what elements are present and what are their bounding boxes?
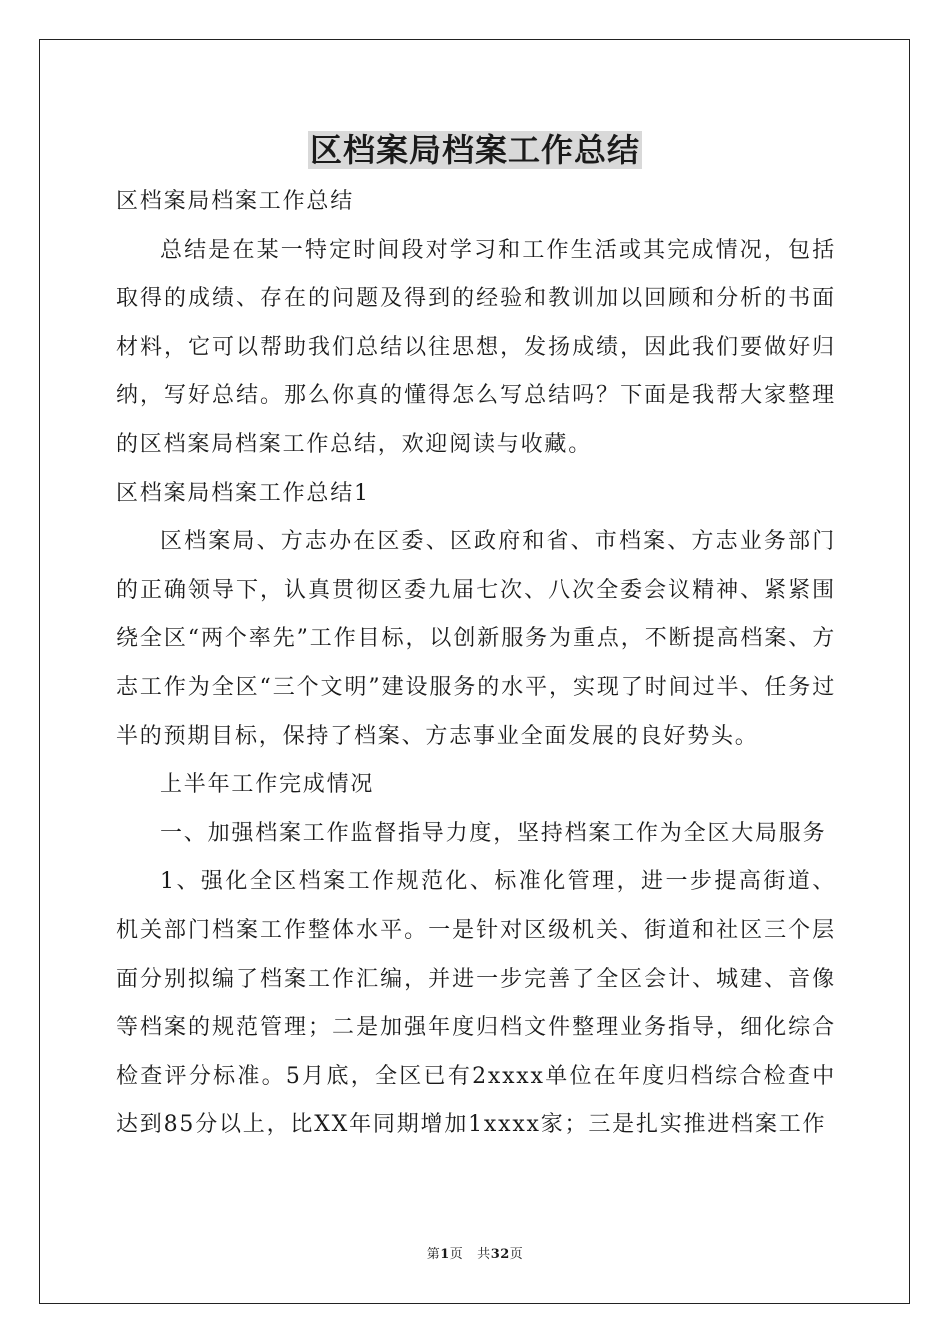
- subtitle-line: 区档案局档案工作总结: [116, 189, 355, 214]
- current-page-number: 1: [440, 1247, 450, 1262]
- total-suffix: 页: [509, 1247, 524, 1262]
- page-prefix: 第: [426, 1247, 441, 1262]
- document-title: [0, 128, 950, 172]
- body-paragraph: 1、强化全区档案工作规范化、标准化管理，进一步提高街道、机关部门档案工作整体水平。一是针对区级机关、街道和社区三个层面分别拟编了档案工作汇编，并进一步完善了全区会计、城建、音像等档案的规范管理；二是加强年度归档文件整理业务指导，细化综合检查评分标准。5月底，全区已有2xxxx单位在年度归档综合检查中达到85分以上，比XX年同期增加1xxxx家；三是扎实推进档案工作: [116, 869, 836, 1138]
- total-prefix: 共: [477, 1247, 491, 1262]
- total-page-count: 32: [490, 1247, 510, 1262]
- intro-paragraph: 总结是在某一特定时间段对学习和工作生活或其完成情况，包括取得的成绩、存在的问题及得到的经验和教训加以回顾和分析的书面材料，它可以帮助我们总结以往思想，发扬成绩，因此我们要做好归纳，写好总结。那么你真的懂得怎么写总结吗？下面是我帮大家整理的区档案局档案工作总结，欢迎阅读与收藏。: [116, 237, 836, 457]
- page-footer: [0, 1246, 950, 1264]
- numbered-heading: 一、加强档案工作监督指导力度，坚持档案工作为全区大局服务: [160, 820, 827, 846]
- page-suffix: 页: [449, 1247, 464, 1262]
- document-title-text: 区档案局档案工作总结: [309, 131, 640, 169]
- document-body: [116, 178, 836, 1150]
- body-paragraph: 区档案局、方志办在区委、区政府和省、市档案、方志业务部门的正确领导下，认真贯彻区委九届七次、八次全委会议精神、紧紧围绕全区“两个率先”工作目标，以创新服务为重点，不断提高档案、方志工作为全区“三个文明”建设服务的水平，实现了时间过半、任务过半的预期目标，保持了档案、方志事业全面发展的良好势头。: [116, 529, 836, 749]
- subheading: 上半年工作完成情况: [160, 772, 375, 798]
- section-heading: 区档案局档案工作总结1: [116, 480, 370, 506]
